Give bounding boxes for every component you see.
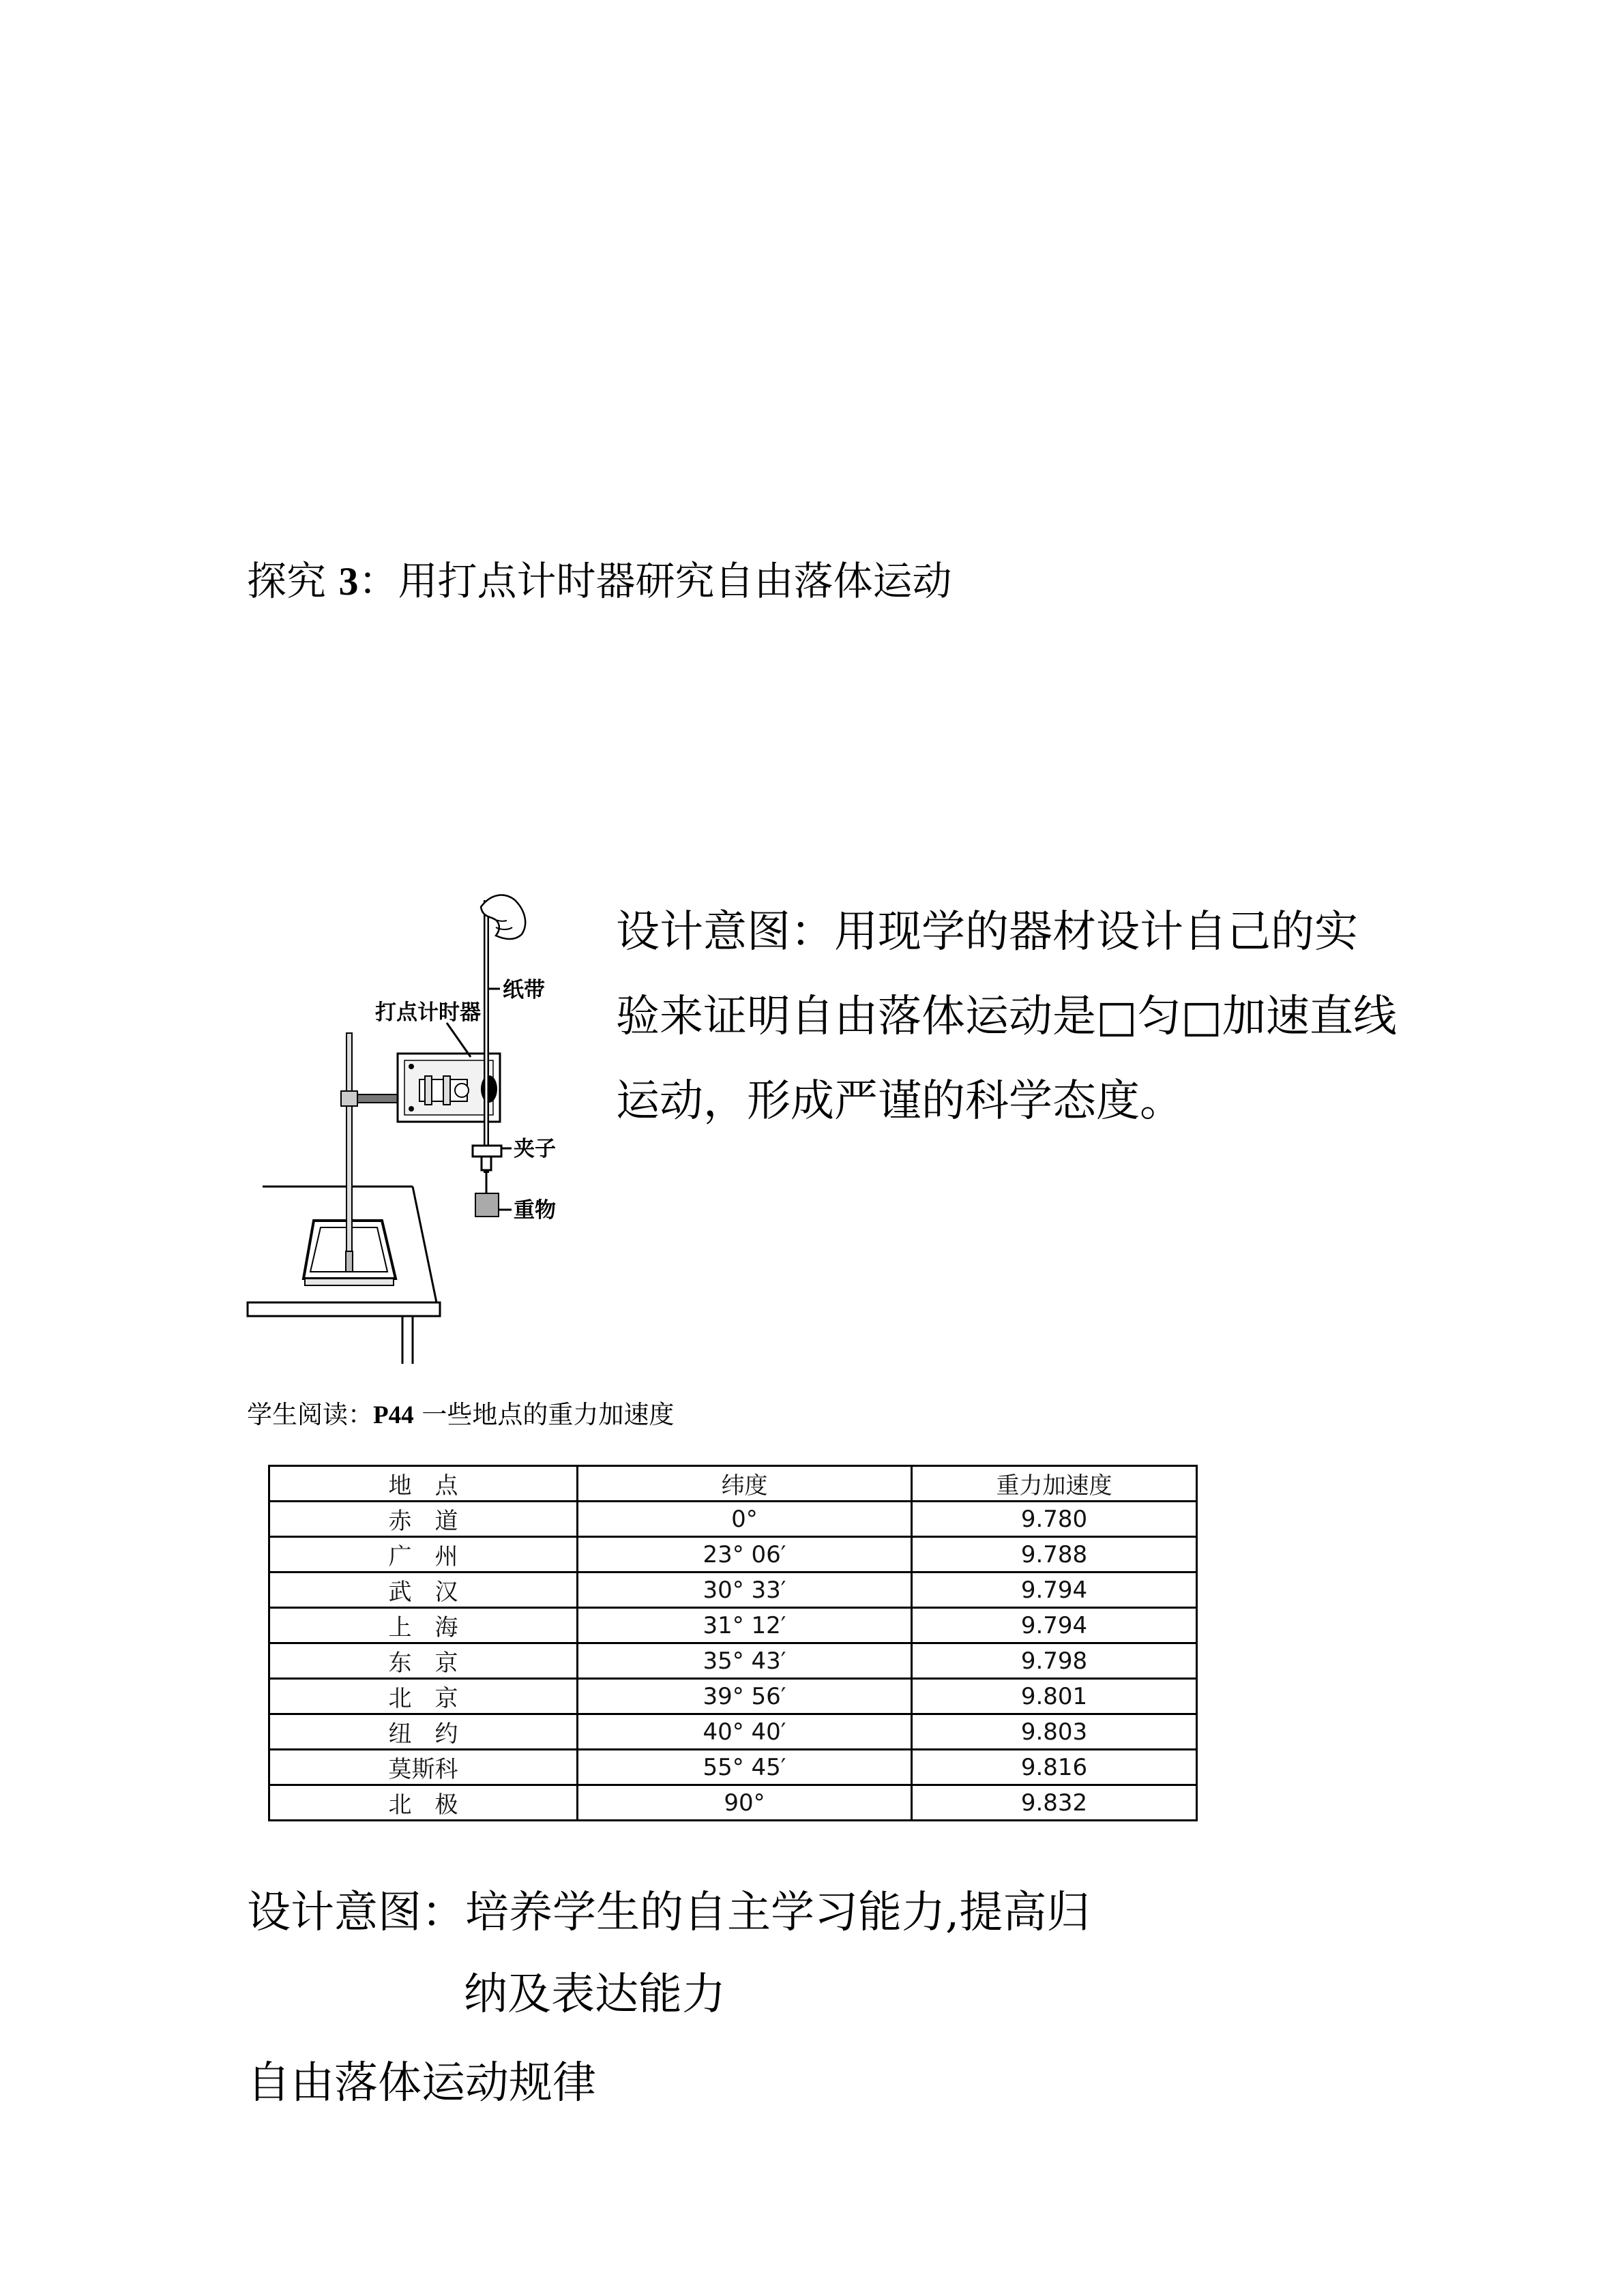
reading-title: 一些地点的重力加速度 [413, 1400, 675, 1429]
reading-prefix: 学生阅读： [247, 1400, 373, 1429]
cell-gravity: 9.788 [912, 1537, 1197, 1572]
label-timer: 打点计时器 [375, 1000, 481, 1025]
cell-place: 东 京 [269, 1643, 578, 1679]
label-paper-tape: 纸带 [503, 978, 545, 1002]
design-intent-2-line2: 纳及表达能力 [464, 1969, 726, 2020]
cell-latitude: 40° 40′ [578, 1714, 912, 1750]
cell-gravity: 9.794 [912, 1572, 1197, 1608]
header-place: 地 点 [269, 1466, 578, 1502]
table-side-line [413, 1187, 437, 1302]
table-row [269, 1785, 1197, 1821]
reading-page: P44 [373, 1401, 414, 1429]
table-row [269, 1750, 1197, 1785]
cell-latitude: 31° 12′ [578, 1608, 912, 1643]
cell-place: 北 极 [269, 1785, 578, 1821]
cell-place: 上 海 [269, 1608, 578, 1643]
table-row [269, 1537, 1197, 1572]
cell-latitude: 39° 56′ [578, 1679, 912, 1714]
table-row [269, 1714, 1197, 1750]
stand-rod [346, 1033, 352, 1272]
cell-latitude: 90° [578, 1785, 912, 1821]
cell-gravity: 9.816 [912, 1750, 1197, 1785]
cell-latitude: 23° 06′ [578, 1537, 912, 1572]
table-row [269, 1679, 1197, 1714]
cell-gravity: 9.794 [912, 1608, 1197, 1643]
free-fall-law-heading: 自由落体运动规律 [247, 2058, 596, 2108]
cell-place: 武 汉 [269, 1572, 578, 1608]
cell-latitude: 35° 43′ [578, 1643, 912, 1679]
label-clip: 夹子 [514, 1137, 556, 1161]
table-row [269, 1608, 1197, 1643]
gravity-table [268, 1465, 1198, 1821]
clip [473, 1146, 501, 1157]
table-row [269, 1643, 1197, 1679]
design-intent-1-line1: 设计意图：用现学的器材设计自己的实 [616, 907, 1358, 957]
cell-gravity: 9.798 [912, 1643, 1197, 1679]
weight [475, 1193, 499, 1217]
design-intent-1 [616, 890, 1397, 1144]
cell-gravity: 9.801 [912, 1679, 1197, 1714]
table-row [269, 1572, 1197, 1608]
cell-place: 莫斯科 [269, 1750, 578, 1785]
cell-latitude: 30° 33′ [578, 1572, 912, 1608]
header-gravity: 重力加速度 [912, 1466, 1197, 1502]
cell-place: 北 京 [269, 1679, 578, 1714]
cell-latitude: 0° [578, 1502, 912, 1537]
header-latitude: 纬度 [578, 1466, 912, 1502]
cell-latitude: 55° 45′ [578, 1750, 912, 1785]
explore-prefix: 探究 [247, 558, 327, 604]
cell-place: 纽 约 [269, 1714, 578, 1750]
cell-place: 赤 道 [269, 1502, 578, 1537]
table-header-row [269, 1466, 1197, 1502]
cell-place: 广 州 [269, 1537, 578, 1572]
apparatus-diagram [242, 886, 583, 1377]
explore-title: ：用打点计时器研究自由落体运动 [358, 558, 952, 604]
design-intent-1-line2: 验来证明自由落体运动是□匀□加速直线 [616, 992, 1397, 1042]
label-weight: 重物 [514, 1198, 556, 1223]
cell-gravity: 9.803 [912, 1714, 1197, 1750]
explore-number: 3 [338, 559, 359, 603]
cell-gravity: 9.780 [912, 1502, 1197, 1537]
explore-heading [247, 554, 951, 609]
design-intent-1-line3: 运动，形成严谨的科学态度。 [616, 1076, 1183, 1127]
cell-gravity: 9.832 [912, 1785, 1197, 1821]
reading-caption [247, 1398, 674, 1433]
table-row [269, 1502, 1197, 1537]
table-top [248, 1302, 440, 1316]
design-intent-2-line1: 设计意图：培养学生的自主学习能力,提高归 [247, 1888, 1091, 1938]
